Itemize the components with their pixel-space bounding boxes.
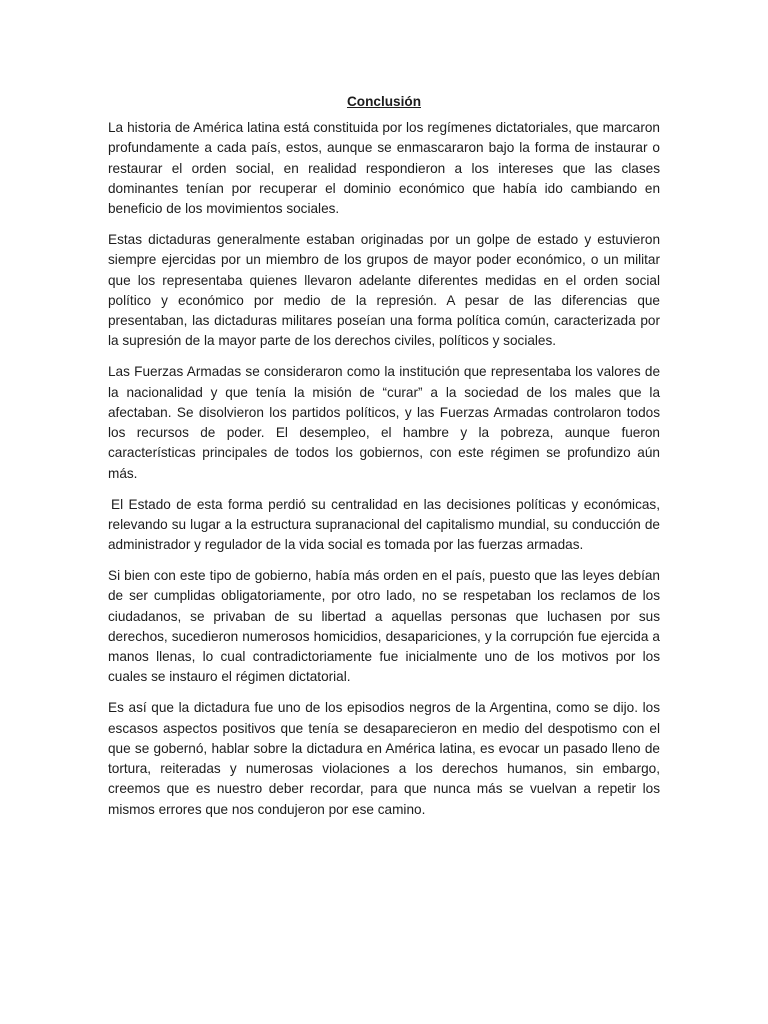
paragraph-5: Si bien con este tipo de gobierno, había más orden en el país, puesto que las leyes debían de ser cumplidas obligatoriamente, por otro lado, no se respetaban los reclamos de los ciudadanos, se privaban de su libertad a aquellas personas que luchasen por sus derechos, sucedieron numerosos homicidios, desapariciones, y la corrupción fue ejercida a manos llenas, lo cual contradictoriamente fue inicialmente uno de los motivos por los cuales se instauro el régimen dictatorial. bbox=[108, 567, 660, 685]
paragraph-6: Es así que la dictadura fue uno de los episodios negros de la Argentina, como se dijo. los escasos aspectos positivos que tenía se desaparecieron en medio del despotismo con el que se gobernó, hablar sobre la dictadura en América latina, es evocar un pasado lleno de tortura, reiteradas y numerosas violaciones a los derechos humanos, sin embargo, creemos que es nuestro deber recordar, para que nunca más se vuelvan a repetir los mismos errores que nos condujeron por ese camino. bbox=[108, 700, 660, 817]
paragraph-4: El Estado de esta forma perdió su centralidad en las decisiones políticas y económicas, relevando su lugar a la estructura supranacional del capitalismo mundial, su conducción de administrador y regulador de la vida social es tomada por las fuerzas armadas. bbox=[108, 496, 660, 553]
paragraph-1: La historia de América latina está constituida por los regímenes dictatoriales, que marcaron profundamente a cada país, estos, aunque se enmascararon bajo la forma de instaurar o restaurar el orden social, en realidad respondieron a los intereses que las clases dominantes tenían por recuperar el dominio económico que había ido cambiando en beneficio de los movimientos sociales. bbox=[108, 120, 660, 217]
paragraph-3: Las Fuerzas Armadas se consideraron como la institución que representaba los valores de la nacionalidad y que tenía la misión de “curar” a la sociedad de los males que la afectaban. Se disolvieron los partidos políticos, y las Fuerzas Armadas controlaron todos los recursos de poder. El desempleo, el hambre y la pobreza, aunque fueron características principales de todos los gobiernos, con este régimen se profundizo aún más. bbox=[108, 364, 660, 481]
document-body bbox=[108, 92, 660, 831]
page-title: Conclusión bbox=[346, 94, 421, 109]
paragraph-2: Estas dictaduras generalmente estaban originadas por un golpe de estado y estuvieron siempre ejercidas por un miembro de los grupos de mayor poder económico, o un militar que los representaba quienes llevaron adelante diferentes medidas en el orden social político y económico por medio de la represión. A pesar de las diferencias que presentaban, las dictaduras militares poseían una forma política común, caracterizada por la supresión de la mayor parte de los derechos civiles, políticos y sociales. bbox=[108, 231, 660, 349]
